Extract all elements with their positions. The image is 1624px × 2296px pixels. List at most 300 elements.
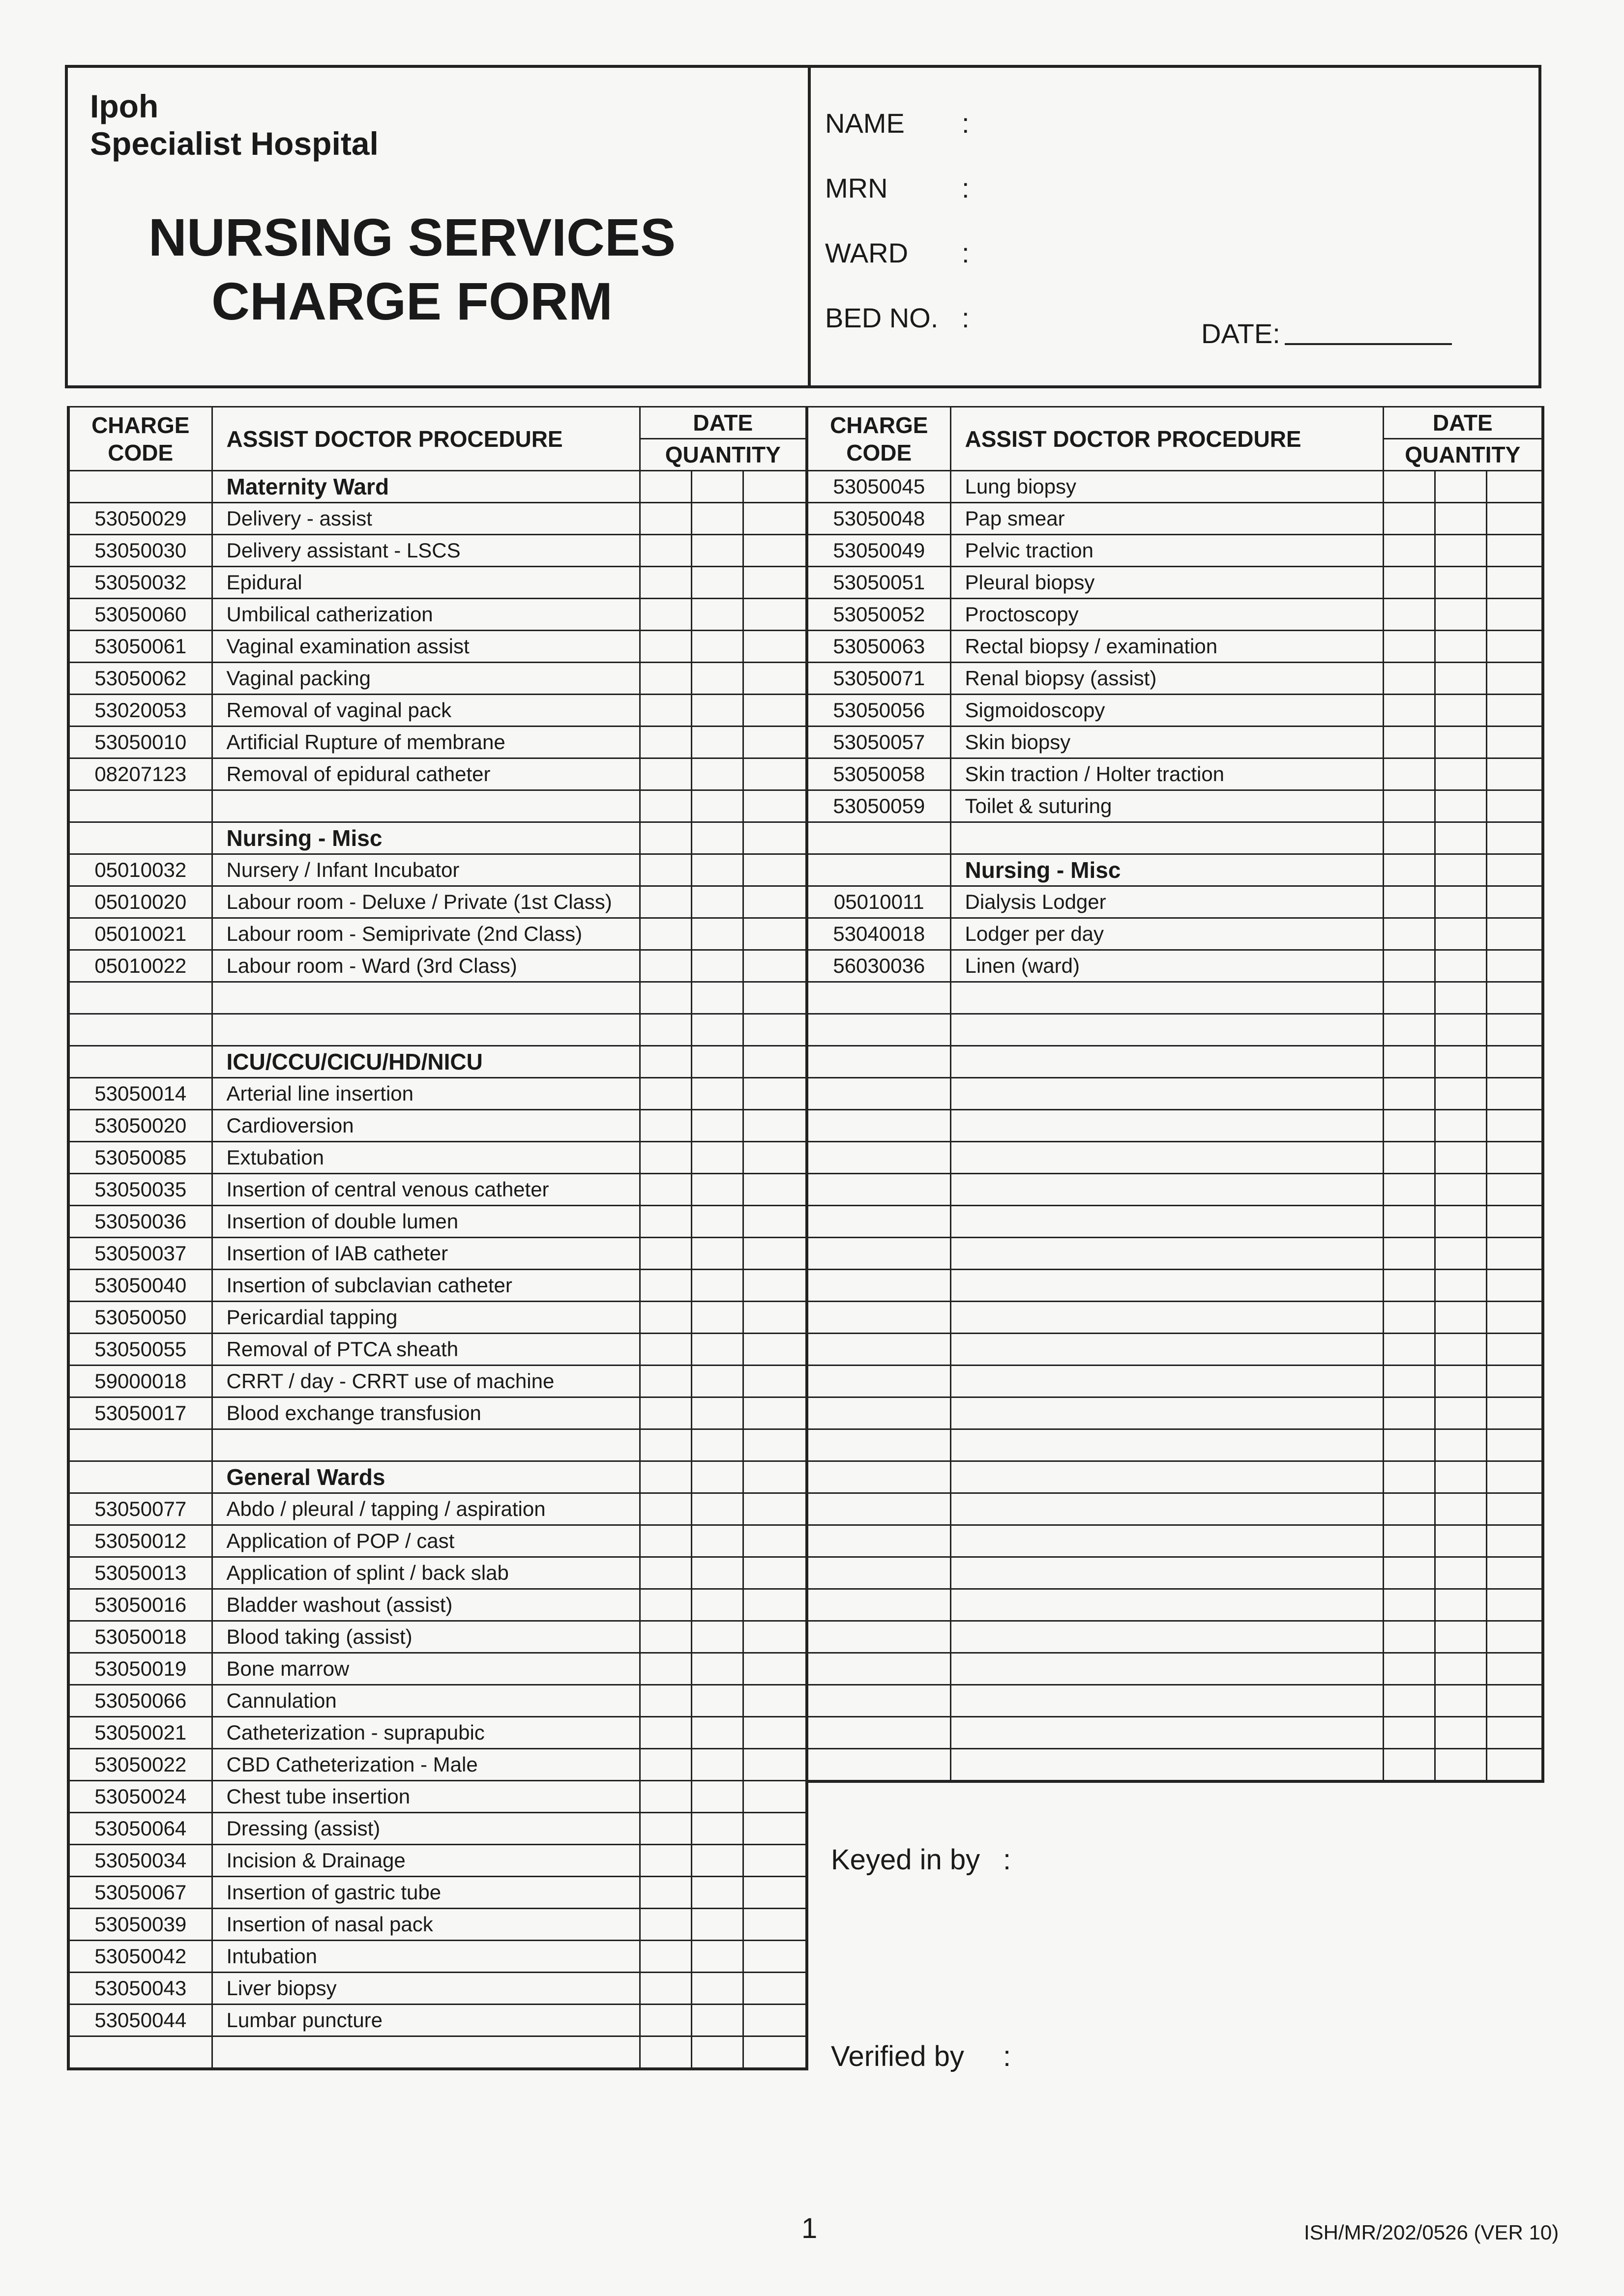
quantity-entry-cell[interactable]	[691, 535, 743, 567]
quantity-entry-cell[interactable]	[640, 1142, 691, 1174]
quantity-entry-cell[interactable]	[1486, 758, 1543, 790]
quantity-entry-cell[interactable]	[640, 535, 691, 567]
quantity-entry-cell[interactable]	[1435, 1110, 1486, 1142]
quantity-entry-cell[interactable]	[691, 1557, 743, 1589]
quantity-entry-cell[interactable]	[691, 1589, 743, 1621]
quantity-entry-cell[interactable]	[743, 790, 807, 822]
quantity-entry-cell[interactable]	[640, 1781, 691, 1813]
quantity-entry-cell[interactable]	[691, 1973, 743, 2005]
procedure-cell: Catheterization - suprapubic	[212, 1717, 640, 1749]
quantity-entry-cell[interactable]	[1435, 727, 1486, 758]
quantity-entry-cell[interactable]	[1435, 1461, 1486, 1493]
quantity-entry-cell[interactable]	[1383, 1461, 1435, 1493]
table-row	[68, 1397, 807, 1429]
quantity-entry-cell[interactable]	[640, 695, 691, 727]
quantity-entry-cell[interactable]	[640, 1429, 691, 1461]
quantity-entry-cell[interactable]	[691, 727, 743, 758]
quantity-entry-cell[interactable]	[691, 1014, 743, 1046]
quantity-entry-cell[interactable]	[691, 822, 743, 854]
quantity-entry-cell[interactable]	[743, 1813, 807, 1845]
quantity-entry-cell[interactable]	[743, 822, 807, 854]
quantity-entry-cell[interactable]	[1383, 1334, 1435, 1366]
quantity-entry-cell[interactable]	[691, 1461, 743, 1493]
quantity-entry-cell[interactable]	[1435, 950, 1486, 982]
quantity-entry-cell[interactable]	[1486, 1174, 1543, 1206]
quantity-entry-cell[interactable]	[743, 854, 807, 886]
quantity-entry-cell[interactable]	[640, 1238, 691, 1270]
quantity-entry-cell[interactable]	[1435, 1589, 1486, 1621]
quantity-entry-cell[interactable]	[743, 950, 807, 982]
quantity-entry-cell[interactable]	[640, 1366, 691, 1397]
quantity-entry-cell[interactable]	[691, 1941, 743, 1973]
quantity-entry-cell[interactable]	[1383, 535, 1435, 567]
quantity-entry-cell[interactable]	[640, 790, 691, 822]
quantity-entry-cell[interactable]	[1435, 1493, 1486, 1525]
quantity-entry-cell[interactable]	[1486, 1302, 1543, 1334]
quantity-entry-cell[interactable]	[640, 1589, 691, 1621]
quantity-entry-cell[interactable]	[1486, 1014, 1543, 1046]
quantity-entry-cell[interactable]	[691, 1334, 743, 1366]
quantity-entry-cell[interactable]	[1486, 695, 1543, 727]
quantity-entry-cell[interactable]	[640, 1493, 691, 1525]
quantity-entry-cell[interactable]	[1383, 1397, 1435, 1429]
quantity-entry-cell[interactable]	[1486, 1621, 1543, 1653]
quantity-entry-cell[interactable]	[743, 1525, 807, 1557]
quantity-entry-cell[interactable]	[1383, 503, 1435, 535]
quantity-entry-cell[interactable]	[691, 1078, 743, 1110]
quantity-entry-cell[interactable]	[743, 1973, 807, 2005]
quantity-entry-cell[interactable]	[1383, 854, 1435, 886]
quantity-entry-cell[interactable]	[1383, 599, 1435, 631]
quantity-entry-cell[interactable]	[1435, 1366, 1486, 1397]
quantity-entry-cell[interactable]	[1486, 631, 1543, 663]
ward-field[interactable]: :	[962, 237, 970, 268]
quantity-entry-cell[interactable]	[691, 982, 743, 1014]
quantity-entry-cell[interactable]	[1383, 1046, 1435, 1078]
quantity-entry-cell[interactable]	[1383, 1142, 1435, 1174]
quantity-entry-cell[interactable]	[1383, 1621, 1435, 1653]
quantity-entry-cell[interactable]	[743, 1653, 807, 1685]
quantity-entry-cell[interactable]	[640, 471, 691, 503]
quantity-entry-cell[interactable]	[1486, 1046, 1543, 1078]
quantity-entry-cell[interactable]	[640, 1014, 691, 1046]
quantity-entry-cell[interactable]	[743, 1078, 807, 1110]
quantity-entry-cell[interactable]	[691, 503, 743, 535]
procedure-cell: CBD Catheterization - Male	[212, 1749, 640, 1781]
quantity-entry-cell[interactable]	[1486, 503, 1543, 535]
quantity-entry-cell[interactable]	[691, 918, 743, 950]
quantity-entry-cell[interactable]	[1435, 471, 1486, 503]
quantity-entry-cell[interactable]	[1383, 1493, 1435, 1525]
quantity-entry-cell[interactable]	[1435, 695, 1486, 727]
quantity-entry-cell[interactable]	[1435, 1397, 1486, 1429]
quantity-entry-cell[interactable]	[691, 2005, 743, 2036]
quantity-entry-cell[interactable]	[1383, 471, 1435, 503]
quantity-entry-cell[interactable]	[743, 1461, 807, 1493]
quantity-entry-cell[interactable]	[743, 631, 807, 663]
quantity-entry-cell[interactable]	[1383, 1429, 1435, 1461]
quantity-entry-cell[interactable]	[1435, 1270, 1486, 1302]
quantity-entry-cell[interactable]	[1435, 1046, 1486, 1078]
quantity-entry-cell[interactable]	[640, 1174, 691, 1206]
quantity-entry-cell[interactable]	[1383, 1302, 1435, 1334]
quantity-entry-cell[interactable]	[1435, 1078, 1486, 1110]
quantity-entry-cell[interactable]	[1383, 1270, 1435, 1302]
verified-by-field[interactable]: :	[1003, 2040, 1011, 2072]
quantity-entry-cell[interactable]	[743, 1589, 807, 1621]
procedure-cell: Blood exchange transfusion	[212, 1397, 640, 1429]
quantity-entry-cell[interactable]	[1435, 886, 1486, 918]
quantity-entry-cell[interactable]	[1486, 1749, 1543, 1782]
quantity-entry-cell[interactable]	[1435, 1525, 1486, 1557]
quantity-entry-cell[interactable]	[691, 1142, 743, 1174]
quantity-entry-cell[interactable]	[640, 1941, 691, 1973]
quantity-entry-cell[interactable]	[691, 854, 743, 886]
quantity-entry-cell[interactable]	[743, 535, 807, 567]
quantity-entry-cell[interactable]	[1486, 1461, 1543, 1493]
quantity-entry-cell[interactable]	[1383, 1174, 1435, 1206]
quantity-entry-cell[interactable]	[743, 1206, 807, 1238]
quantity-entry-cell[interactable]	[691, 1525, 743, 1557]
quantity-entry-cell[interactable]	[1435, 503, 1486, 535]
quantity-entry-cell[interactable]	[1486, 663, 1543, 695]
quantity-entry-cell[interactable]	[691, 1781, 743, 1813]
quantity-entry-cell[interactable]	[691, 1749, 743, 1781]
quantity-entry-cell[interactable]	[1435, 1621, 1486, 1653]
charge-code-cell: 53050067	[68, 1877, 212, 1909]
quantity-entry-cell[interactable]	[743, 1493, 807, 1525]
quantity-entry-cell[interactable]	[1486, 1366, 1543, 1397]
quantity-entry-cell[interactable]	[743, 1909, 807, 1941]
quantity-entry-cell[interactable]	[640, 1270, 691, 1302]
charge-code-cell: 53050085	[68, 1142, 212, 1174]
quantity-entry-cell[interactable]	[1383, 1110, 1435, 1142]
quantity-entry-cell[interactable]	[1486, 1206, 1543, 1238]
quantity-entry-cell[interactable]	[1435, 663, 1486, 695]
quantity-entry-cell[interactable]	[640, 1557, 691, 1589]
table-row	[68, 1493, 807, 1525]
quantity-entry-cell[interactable]	[1486, 471, 1543, 503]
quantity-entry-cell[interactable]	[691, 1653, 743, 1685]
quantity-entry-cell[interactable]	[691, 1685, 743, 1717]
quantity-entry-cell[interactable]	[1486, 1334, 1543, 1366]
quantity-entry-cell[interactable]	[691, 950, 743, 982]
quantity-entry-cell[interactable]	[1435, 1429, 1486, 1461]
quantity-entry-cell[interactable]	[640, 631, 691, 663]
quantity-entry-cell[interactable]	[1383, 1014, 1435, 1046]
quantity-entry-cell[interactable]	[743, 1429, 807, 1461]
quantity-entry-cell[interactable]	[1435, 822, 1486, 854]
quantity-entry-cell[interactable]	[743, 1557, 807, 1589]
quantity-entry-cell[interactable]	[1435, 1685, 1486, 1717]
quantity-entry-cell[interactable]	[743, 758, 807, 790]
quantity-entry-cell[interactable]	[743, 1717, 807, 1749]
quantity-entry-cell[interactable]	[743, 1877, 807, 1909]
quantity-entry-cell[interactable]	[640, 1909, 691, 1941]
quantity-entry-cell[interactable]	[691, 1238, 743, 1270]
quantity-entry-cell[interactable]	[640, 854, 691, 886]
quantity-entry-cell[interactable]	[743, 1334, 807, 1366]
quantity-entry-cell[interactable]	[743, 503, 807, 535]
quantity-entry-cell[interactable]	[691, 1302, 743, 1334]
quantity-entry-cell[interactable]	[640, 567, 691, 599]
name-field[interactable]: :	[962, 108, 970, 139]
quantity-entry-cell[interactable]	[1383, 695, 1435, 727]
quantity-entry-cell[interactable]	[691, 1621, 743, 1653]
quantity-entry-cell[interactable]	[743, 1366, 807, 1397]
quantity-entry-cell[interactable]	[640, 1461, 691, 1493]
quantity-entry-cell[interactable]	[743, 2005, 807, 2036]
quantity-entry-cell[interactable]	[1486, 950, 1543, 982]
quantity-entry-cell[interactable]	[1383, 1366, 1435, 1397]
quantity-entry-cell[interactable]	[1383, 1525, 1435, 1557]
quantity-entry-cell[interactable]	[640, 886, 691, 918]
quantity-entry-cell[interactable]	[1486, 854, 1543, 886]
quantity-entry-cell[interactable]	[640, 727, 691, 758]
quantity-entry-cell[interactable]	[640, 1877, 691, 1909]
quantity-entry-cell[interactable]	[640, 950, 691, 982]
quantity-entry-cell[interactable]	[691, 471, 743, 503]
date-field[interactable]	[1285, 343, 1452, 345]
keyed-in-by-field[interactable]: :	[1003, 1844, 1011, 1876]
quantity-entry-cell[interactable]	[640, 1078, 691, 1110]
quantity-entry-cell[interactable]	[691, 1397, 743, 1429]
quantity-entry-cell[interactable]	[1486, 1110, 1543, 1142]
quantity-entry-cell[interactable]	[743, 695, 807, 727]
quantity-entry-cell[interactable]	[1383, 1557, 1435, 1589]
procedure-cell	[950, 1110, 1383, 1142]
quantity-entry-cell[interactable]	[691, 1206, 743, 1238]
quantity-entry-cell[interactable]	[1435, 1749, 1486, 1782]
quantity-entry-cell[interactable]	[743, 1046, 807, 1078]
quantity-entry-cell[interactable]	[640, 599, 691, 631]
quantity-entry-cell[interactable]	[1383, 727, 1435, 758]
quantity-entry-cell[interactable]	[1383, 982, 1435, 1014]
quantity-entry-cell[interactable]	[640, 758, 691, 790]
quantity-entry-cell[interactable]	[640, 1813, 691, 1845]
quantity-entry-cell[interactable]	[743, 1941, 807, 1973]
quantity-entry-cell[interactable]	[691, 695, 743, 727]
quantity-entry-cell[interactable]	[1435, 1653, 1486, 1685]
quantity-entry-cell[interactable]	[691, 1493, 743, 1525]
quantity-entry-cell[interactable]	[1383, 918, 1435, 950]
table-row	[68, 918, 807, 950]
quantity-entry-cell[interactable]	[743, 1749, 807, 1781]
quantity-entry-cell[interactable]	[743, 1302, 807, 1334]
quantity-entry-cell[interactable]	[1486, 1270, 1543, 1302]
quantity-entry-cell[interactable]	[1486, 982, 1543, 1014]
quantity-entry-cell[interactable]	[743, 2036, 807, 2069]
mrn-field[interactable]: :	[962, 173, 970, 203]
quantity-entry-cell[interactable]	[1435, 1557, 1486, 1589]
quantity-entry-cell[interactable]	[743, 1238, 807, 1270]
quantity-entry-cell[interactable]	[743, 1142, 807, 1174]
charge-code-cell: 53050049	[807, 535, 950, 567]
charge-code-cell: 53050022	[68, 1749, 212, 1781]
quantity-entry-cell[interactable]	[1486, 1717, 1543, 1749]
procedure-cell: Blood taking (assist)	[212, 1621, 640, 1653]
quantity-entry-cell[interactable]	[743, 1685, 807, 1717]
quantity-entry-cell[interactable]	[1383, 567, 1435, 599]
quantity-entry-cell[interactable]	[1435, 1302, 1486, 1334]
table-row	[68, 535, 807, 567]
quantity-entry-cell[interactable]	[691, 1270, 743, 1302]
quantity-entry-cell[interactable]	[1435, 1717, 1486, 1749]
quantity-entry-cell[interactable]	[743, 1845, 807, 1877]
quantity-entry-cell[interactable]	[640, 2036, 691, 2069]
quantity-entry-cell[interactable]	[1435, 790, 1486, 822]
quantity-entry-cell[interactable]	[691, 1813, 743, 1845]
quantity-entry-cell[interactable]	[640, 1334, 691, 1366]
quantity-entry-cell[interactable]	[1486, 1685, 1543, 1717]
quantity-entry-cell[interactable]	[1383, 790, 1435, 822]
quantity-entry-cell[interactable]	[1383, 1653, 1435, 1685]
quantity-entry-cell[interactable]	[691, 1046, 743, 1078]
quantity-entry-cell[interactable]	[1435, 1142, 1486, 1174]
quantity-entry-cell[interactable]	[1486, 599, 1543, 631]
quantity-entry-cell[interactable]	[691, 1110, 743, 1142]
quantity-entry-cell[interactable]	[1486, 1557, 1543, 1589]
quantity-entry-cell[interactable]	[640, 1302, 691, 1334]
quantity-entry-cell[interactable]	[743, 1621, 807, 1653]
quantity-entry-cell[interactable]	[1435, 1238, 1486, 1270]
quantity-entry-cell[interactable]	[1486, 1653, 1543, 1685]
quantity-entry-cell[interactable]	[640, 1717, 691, 1749]
quantity-entry-cell[interactable]	[1383, 886, 1435, 918]
quantity-entry-cell[interactable]	[1435, 1174, 1486, 1206]
quantity-entry-cell[interactable]	[640, 1046, 691, 1078]
quantity-entry-cell[interactable]	[640, 2005, 691, 2036]
quantity-entry-cell[interactable]	[640, 918, 691, 950]
quantity-entry-cell[interactable]	[743, 599, 807, 631]
quantity-entry-cell[interactable]	[640, 1397, 691, 1429]
quantity-entry-cell[interactable]	[691, 1429, 743, 1461]
quantity-entry-cell[interactable]	[640, 1653, 691, 1685]
quantity-entry-cell[interactable]	[1435, 854, 1486, 886]
quantity-entry-cell[interactable]	[1486, 1589, 1543, 1621]
quantity-entry-cell[interactable]	[1486, 790, 1543, 822]
quantity-entry-cell[interactable]	[640, 1110, 691, 1142]
quantity-entry-cell[interactable]	[1486, 822, 1543, 854]
procedure-cell: Linen (ward)	[950, 950, 1383, 982]
charge-code-cell	[807, 1621, 950, 1653]
quantity-entry-cell[interactable]	[1486, 567, 1543, 599]
quantity-entry-cell[interactable]	[1486, 1238, 1543, 1270]
quantity-entry-cell[interactable]	[640, 1749, 691, 1781]
quantity-entry-cell[interactable]	[1486, 1429, 1543, 1461]
quantity-entry-cell[interactable]	[1435, 631, 1486, 663]
quantity-entry-cell[interactable]	[1486, 886, 1543, 918]
quantity-entry-cell[interactable]	[1435, 1334, 1486, 1366]
quantity-entry-cell[interactable]	[1383, 950, 1435, 982]
quantity-entry-cell[interactable]	[691, 1845, 743, 1877]
bed-no-field[interactable]: :	[962, 302, 970, 333]
quantity-entry-cell[interactable]	[640, 1685, 691, 1717]
quantity-entry-cell[interactable]	[1486, 1525, 1543, 1557]
form-title-line2: CHARGE FORM	[211, 271, 613, 331]
quantity-entry-cell[interactable]	[743, 1174, 807, 1206]
quantity-entry-cell[interactable]	[640, 1206, 691, 1238]
quantity-entry-cell[interactable]	[691, 1909, 743, 1941]
quantity-entry-cell[interactable]	[1383, 663, 1435, 695]
quantity-entry-cell[interactable]	[743, 663, 807, 695]
quantity-entry-cell[interactable]	[1383, 758, 1435, 790]
quantity-entry-cell[interactable]	[640, 822, 691, 854]
quantity-entry-cell[interactable]	[743, 567, 807, 599]
quantity-entry-cell[interactable]	[691, 599, 743, 631]
quantity-entry-cell[interactable]	[1435, 535, 1486, 567]
quantity-entry-cell[interactable]	[691, 1717, 743, 1749]
quantity-entry-cell[interactable]	[1383, 1685, 1435, 1717]
quantity-entry-cell[interactable]	[1383, 631, 1435, 663]
quantity-entry-cell[interactable]	[1383, 1078, 1435, 1110]
quantity-entry-cell[interactable]	[1383, 1589, 1435, 1621]
section-heading: Nursing - Misc	[950, 854, 1383, 886]
quantity-entry-cell[interactable]	[743, 1270, 807, 1302]
quantity-entry-cell[interactable]	[1486, 1397, 1543, 1429]
quantity-entry-cell[interactable]	[1486, 1078, 1543, 1110]
quantity-entry-cell[interactable]	[1383, 1717, 1435, 1749]
quantity-entry-cell[interactable]	[743, 1014, 807, 1046]
quantity-entry-cell[interactable]	[1486, 918, 1543, 950]
quantity-entry-cell[interactable]	[691, 1366, 743, 1397]
quantity-entry-cell[interactable]	[743, 982, 807, 1014]
quantity-entry-cell[interactable]	[1383, 1238, 1435, 1270]
quantity-entry-cell[interactable]	[640, 982, 691, 1014]
quantity-entry-cell[interactable]	[743, 727, 807, 758]
quantity-entry-cell[interactable]	[691, 790, 743, 822]
quantity-entry-cell[interactable]	[1486, 727, 1543, 758]
quantity-entry-cell[interactable]	[691, 1877, 743, 1909]
quantity-entry-cell[interactable]	[1435, 1014, 1486, 1046]
quantity-entry-cell[interactable]	[1486, 535, 1543, 567]
quantity-entry-cell[interactable]	[743, 886, 807, 918]
quantity-entry-cell[interactable]	[691, 1174, 743, 1206]
charge-code-cell: 53050043	[68, 1973, 212, 2005]
quantity-entry-cell[interactable]	[691, 567, 743, 599]
quantity-entry-cell[interactable]	[743, 918, 807, 950]
quantity-entry-cell[interactable]	[1383, 1749, 1435, 1782]
quantity-entry-cell[interactable]	[743, 471, 807, 503]
quantity-entry-cell[interactable]	[691, 758, 743, 790]
quantity-entry-cell[interactable]	[743, 1397, 807, 1429]
quantity-entry-cell[interactable]	[1383, 1206, 1435, 1238]
quantity-entry-cell[interactable]	[1383, 822, 1435, 854]
quantity-entry-cell[interactable]	[1435, 982, 1486, 1014]
quantity-entry-cell[interactable]	[640, 1973, 691, 2005]
quantity-entry-cell[interactable]	[1435, 567, 1486, 599]
quantity-entry-cell[interactable]	[691, 663, 743, 695]
quantity-entry-cell[interactable]	[1435, 599, 1486, 631]
quantity-entry-cell[interactable]	[640, 1621, 691, 1653]
quantity-entry-cell[interactable]	[1435, 1206, 1486, 1238]
charge-code-cell	[68, 1014, 212, 1046]
quantity-entry-cell[interactable]	[640, 503, 691, 535]
quantity-entry-cell[interactable]	[691, 886, 743, 918]
quantity-entry-cell[interactable]	[743, 1781, 807, 1813]
quantity-entry-cell[interactable]	[1435, 758, 1486, 790]
quantity-entry-cell[interactable]	[1486, 1493, 1543, 1525]
quantity-entry-cell[interactable]	[691, 631, 743, 663]
quantity-entry-cell[interactable]	[743, 1110, 807, 1142]
quantity-entry-cell[interactable]	[1435, 918, 1486, 950]
quantity-entry-cell[interactable]	[691, 2036, 743, 2069]
quantity-entry-cell[interactable]	[640, 663, 691, 695]
quantity-entry-cell[interactable]	[1486, 1142, 1543, 1174]
quantity-entry-cell[interactable]	[640, 1525, 691, 1557]
table-row	[807, 790, 1543, 822]
quantity-entry-cell[interactable]	[640, 1845, 691, 1877]
